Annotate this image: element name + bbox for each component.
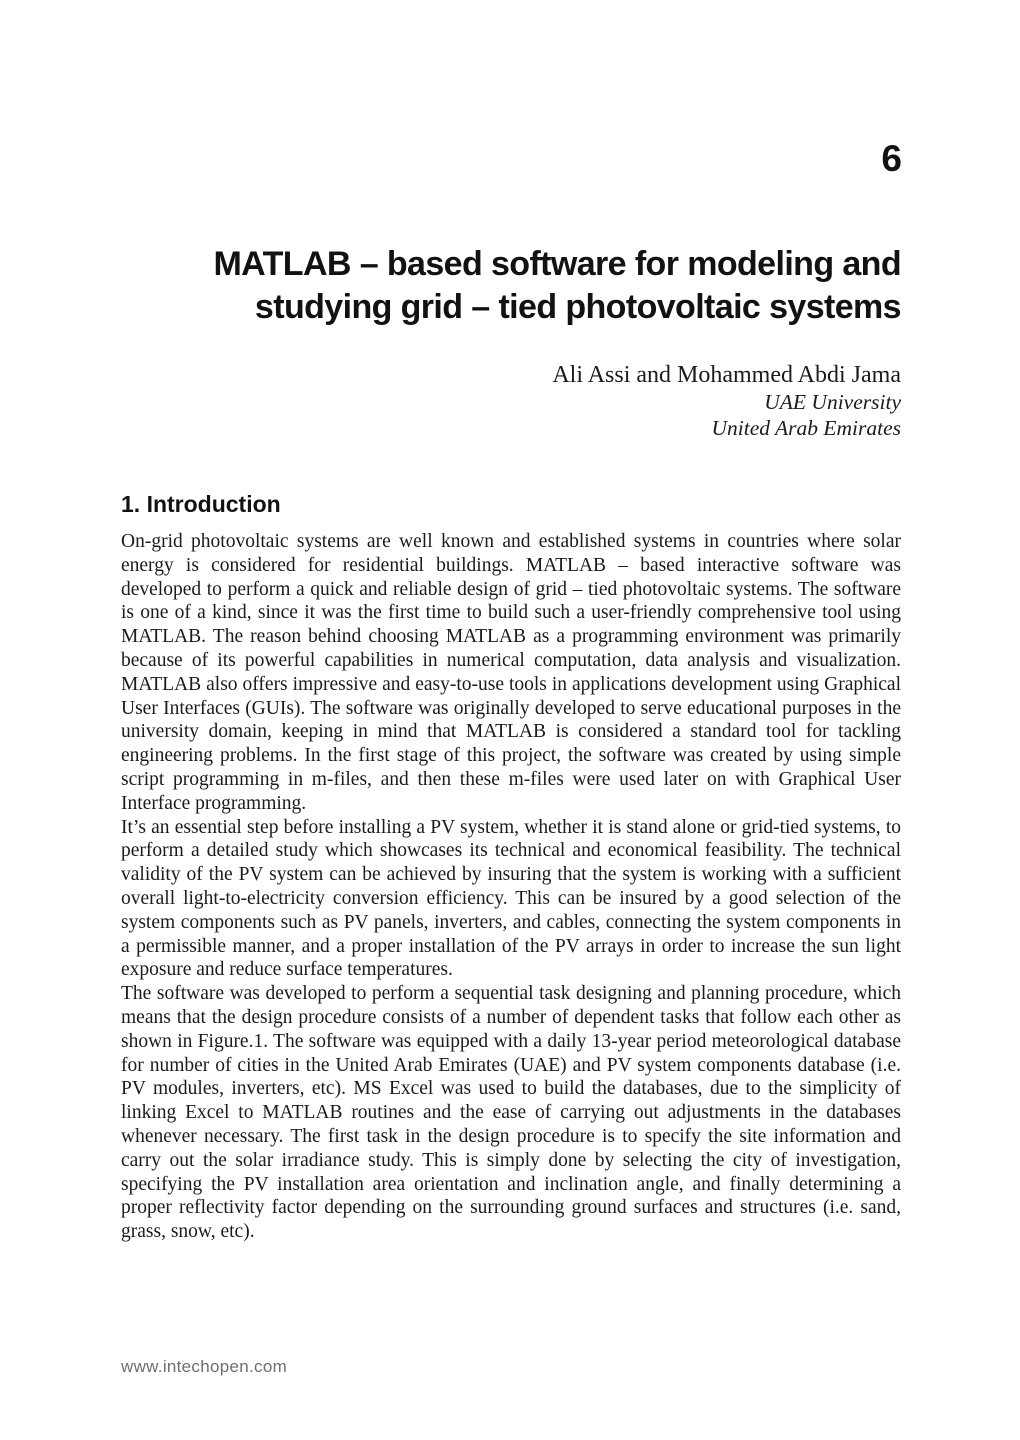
chapter-title-line-2: studying grid – tied photovoltaic systems [254,288,901,326]
affiliation-university: UAE University [764,390,901,414]
publisher-url: www.intechopen.com [121,1357,288,1376]
page-number: 6 [881,138,902,179]
chapter-title-line-1: MATLAB – based software for modeling and [213,245,901,283]
affiliation-country: United Arab Emirates [711,415,901,440]
paragraph-2: It’s an essential step before installing a PV system, whether it is stand alone or grid-tied systems, to perform a detailed study which showcases its technical and economical feasibility. The technical validity of the PV system can be achieved by insuring that the system is working with a sufficient overall light-to-electricity conversion efficiency. This can be insured by a good selection of the system components such as PV panels, inverters, and cables, connecting the system components in a permissible manner, and a proper installation of the PV arrays in order to increase the sun light exposure and reduce surface temperatures. [121,816,901,981]
paragraph-1: On-grid photovoltaic systems are well known and established systems in countries where solar energy is considered for residential buildings. MATLAB – based interactive software was developed to perform a quick and reliable design of grid – tied photovoltaic systems. The software is one of a kind, since it was the first time to build such a user-friendly comprehensive tool using MATLAB. The reason behind choosing MATLAB as a programming environment was primarily because of its powerful capabilities in numerical computation, data analysis and visualization. MATLAB also offers impressive and easy-to-use tools in applications development using Graphical User Interfaces (GUIs). The software was originally developed to serve educational purposes in the university domain, keeping in mind that MATLAB is considered a standard tool for tackling engineering problems. In the first stage of this project, the software was created by using simple script programming in m-files, and then these m-files were used later on with Graphical User Interface programming. [121,531,901,814]
introduction-body [121,530,901,1244]
paragraph-3: The software was developed to perform a sequential task designing and planning procedure, which means that the design procedure consists of a number of dependent tasks that follow each other as shown in Figure.1. The software was equipped with a daily 13-year period meteorological database for number of cities in the United Arab Emirates (UAE) and PV system components database (i.e. PV modules, inverters, etc). MS Excel was used to build the databases, due to the simplicity of linking Excel to MATLAB routines and the ease of carrying out adjustments in the databases whenever necessary. The first task in the design procedure is to specify the site information and carry out the solar irradiance study. This is simply done by selecting the city of investigation, specifying the PV installation area orientation and inclination angle, and finally determining a proper reflectivity factor depending on the surrounding ground surfaces and structures (i.e. sand, grass, snow, etc). [121,983,901,1243]
chapter-title [121,243,901,329]
author-block [121,361,901,441]
authors: Ali Assi and Mohammed Abdi Jama [552,362,901,388]
section-heading-introduction: 1. Introduction [121,491,281,517]
